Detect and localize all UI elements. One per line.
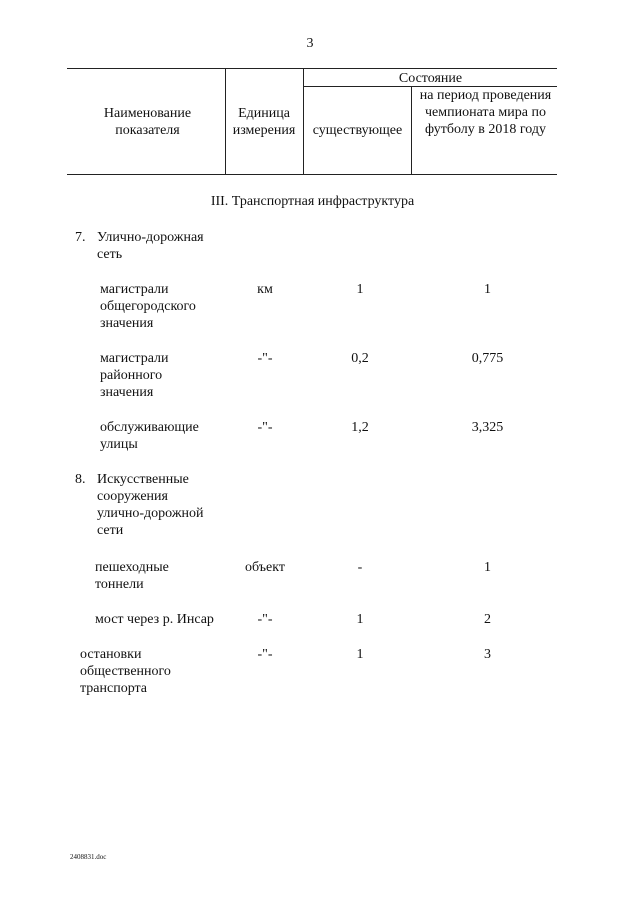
page-number: 3 <box>306 36 314 51</box>
group-7-number: 7. <box>75 230 86 245</box>
footer-filename: 2408831.doc <box>70 853 107 861</box>
row-existing: 1,2 <box>351 420 369 435</box>
row-existing: 1 <box>356 612 364 627</box>
header-name: Наименование показателя <box>103 106 192 138</box>
row-period: 3 <box>484 647 491 662</box>
row-unit: км <box>257 282 273 297</box>
row-existing: 1 <box>356 647 364 662</box>
row-name: мост через р. Инсар <box>95 612 214 627</box>
row-unit: -"- <box>257 420 273 435</box>
header-top-rule <box>67 68 557 69</box>
header-divider-1 <box>225 68 226 175</box>
row-unit: -"- <box>257 612 273 627</box>
row-period: 2 <box>484 612 491 627</box>
row-existing: - <box>357 560 363 575</box>
row-name: магистрали общегородского значения <box>100 282 196 331</box>
row-period: 0,775 <box>471 351 504 366</box>
header-bottom-rule <box>67 174 557 175</box>
row-period: 3,325 <box>471 420 504 435</box>
row-unit: -"- <box>257 351 273 366</box>
group-7-title: Улично-дорожная сеть <box>97 230 204 262</box>
group-8-title: Искусственные сооружения улично-дорожной сети <box>97 472 204 538</box>
row-name: обслуживающие улицы <box>100 420 199 452</box>
row-existing: 0,2 <box>351 351 369 366</box>
row-existing: 1 <box>356 282 364 297</box>
header-divider-3 <box>411 87 412 175</box>
row-period: 1 <box>484 560 491 575</box>
row-period: 1 <box>484 282 491 297</box>
row-name: магистрали районного значения <box>100 351 169 400</box>
header-period: на период проведения чемпионата мира по футболу в 2018 году <box>419 88 552 137</box>
header-existing: существующее <box>312 123 403 138</box>
header-state: Состояние <box>398 71 463 86</box>
row-name: остановки общественного транспорта <box>80 647 171 696</box>
row-name: пешеходные тоннели <box>95 560 169 592</box>
section-title: III. Транспортная инфраструктура <box>210 194 415 209</box>
row-unit: -"- <box>257 647 273 662</box>
header-unit: Единица измерения <box>232 106 296 138</box>
row-unit: объект <box>245 560 285 575</box>
group-8-number: 8. <box>75 472 86 487</box>
